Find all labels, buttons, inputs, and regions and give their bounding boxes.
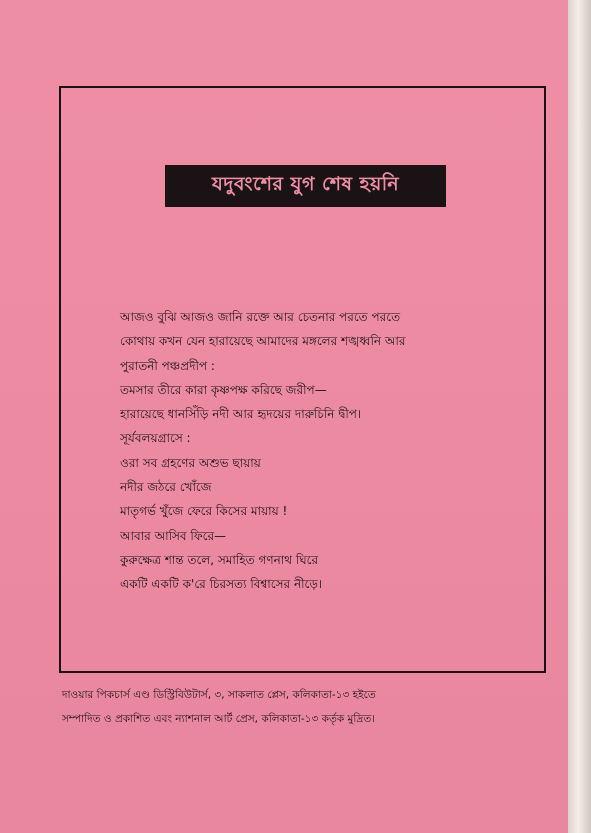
poem-line: পুরাতনী পঞ্চপ্রদীপ : — [120, 358, 215, 373]
poem-line: আজও বুঝি আজও জানি রক্তে আর চেতনার পরতে পরতে — [120, 310, 401, 324]
poem-line: কোথায় কখন যেন হারায়েছে আমাদের মঙ্গলের শঙ্খধ্বনি আর — [120, 334, 406, 349]
title-banner — [165, 165, 446, 207]
poem-line: সূর্যবলয়গ্রাসে : — [120, 431, 191, 446]
imprint-line: দাওয়ার পিকচার্স এণ্ড ডিস্ট্রিবিউটার্স, ৩, সাকলাত প্লেস, কলিকাতা-১৩ হইতে — [62, 689, 376, 701]
poem-line: আবার আসিব ফিরে— — [120, 528, 227, 543]
imprint-line: সম্পাদিত ও প্রকাশিত এবং ন্যাশনাল আর্ট প্রেস, কলিকাতা-১৩ কর্তৃক মুদ্রিত। — [62, 713, 375, 725]
page-title: যদুবংশের যুগ শেষ হয়নি — [211, 173, 400, 195]
poem-line: হারায়েছে ধানসিঁড়ি নদী আর হৃদয়ের দারুচিনি দ্বীপ। — [120, 407, 362, 422]
poem-line: তমসার তীরে কারা কৃষ্ণপক্ষ করিছে জরীপ— — [120, 382, 327, 397]
poem-line: কুরুক্ষেত্র শান্ত তলে, সমাহিত গণনাথ ঘিরে — [120, 552, 319, 567]
poem-line: ওরা সব গ্রহণের অশুভ ছায়ায় — [120, 455, 261, 470]
poem-line: মাতৃগর্ভ খুঁজে ফেরে কিসের মায়ায় ! — [120, 504, 288, 519]
poem — [120, 305, 520, 597]
publisher-imprint — [62, 683, 562, 731]
poem-line: নদীর জঠরে খোঁজে — [120, 480, 212, 495]
paper-edge — [568, 0, 591, 833]
poem-line: একটি একটি ক'রে চিরসত্য বিশ্বাসের নীড়ে। — [120, 577, 323, 592]
